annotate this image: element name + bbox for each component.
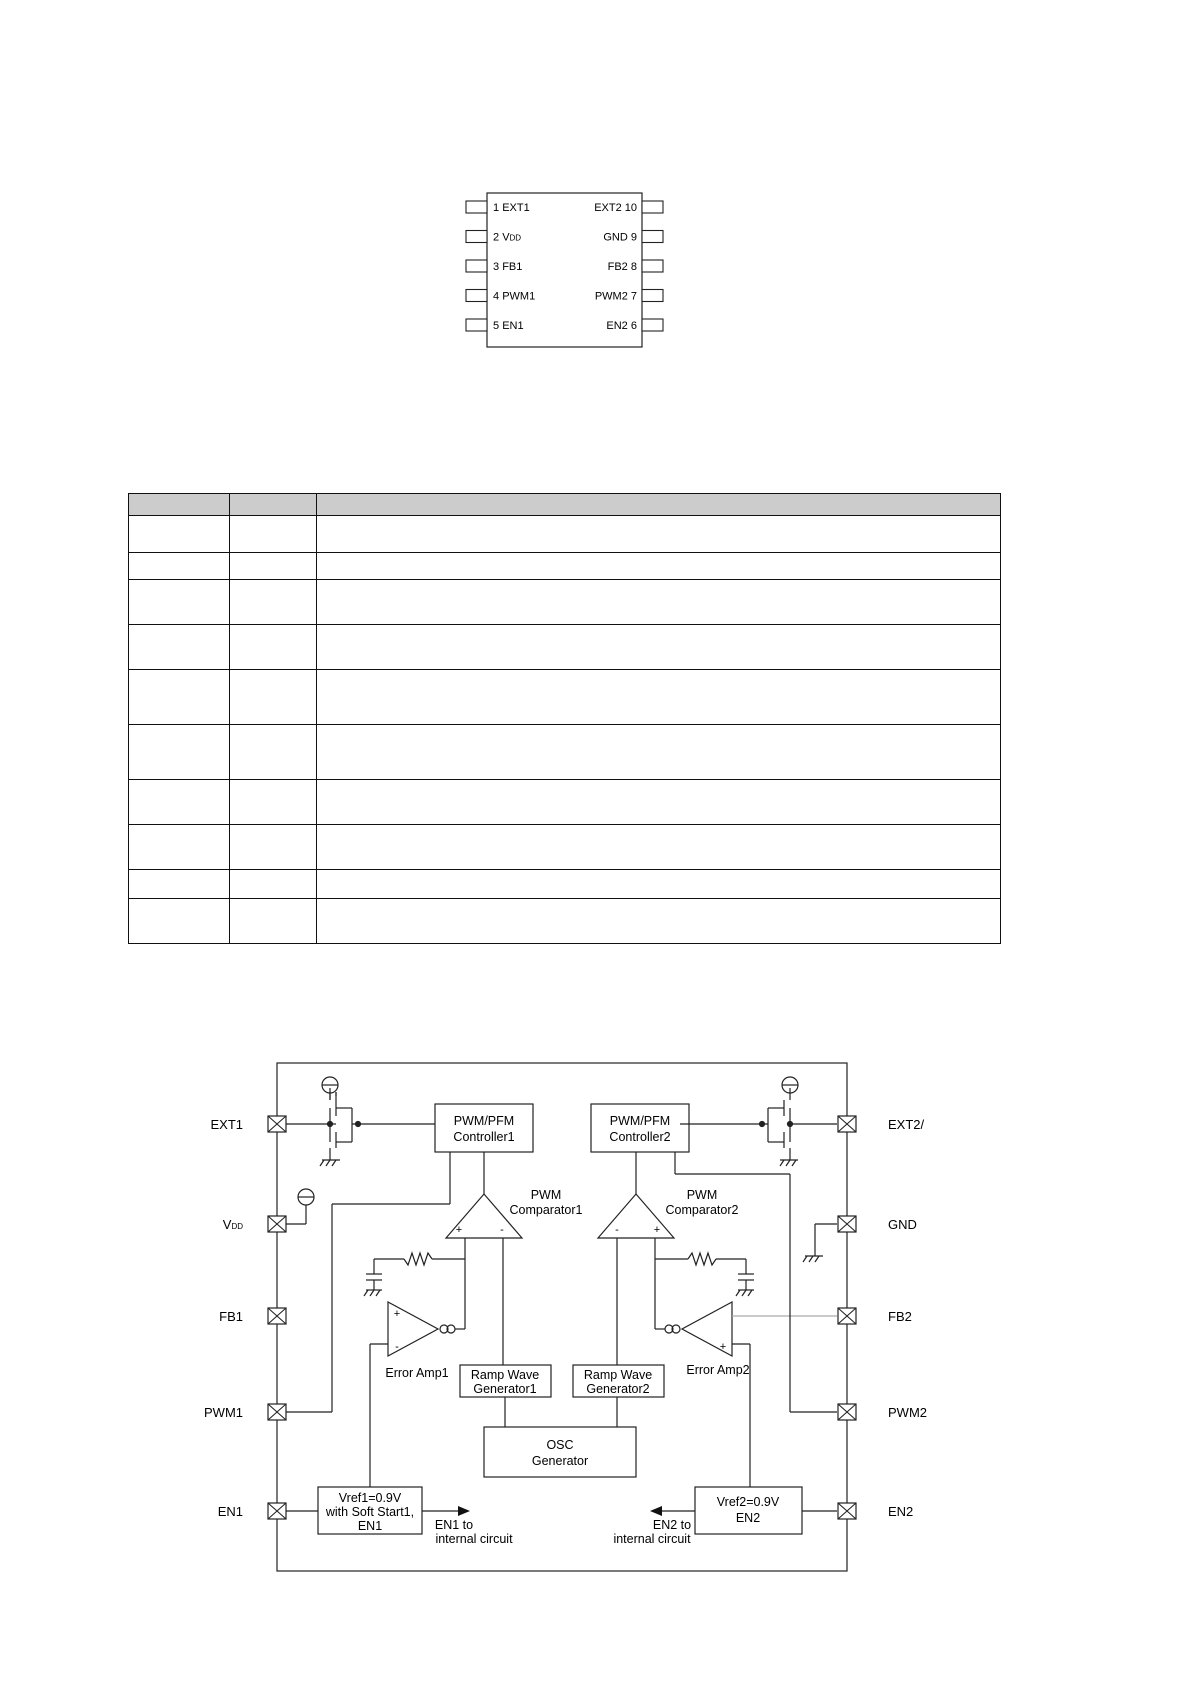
error-amp2-label: Error Amp2 (686, 1363, 750, 1377)
table-row (129, 670, 1001, 725)
cell-pin-no (129, 625, 230, 670)
pin-name: GND (603, 231, 628, 244)
en1-out-label-2: internal circuit (435, 1532, 513, 1546)
pin-number: 1 (493, 202, 503, 214)
table-header-row (129, 494, 1001, 516)
package-pin-label (493, 261, 522, 273)
pin-name: PWM1 (204, 1405, 243, 1420)
bd-pin-label (888, 1504, 913, 1519)
pin-name: EN1 (502, 320, 524, 332)
cell-symbol (230, 780, 317, 825)
package-pin-label (594, 202, 637, 214)
package-pin-7 (642, 290, 663, 302)
package-pin-label (493, 291, 535, 303)
pin-number: 7 (627, 290, 637, 303)
pin-name: EN1 (217, 1504, 243, 1519)
cell-symbol (230, 870, 317, 899)
svg-text:+: + (653, 1224, 661, 1236)
bd-pin-label (888, 1117, 925, 1132)
vref1-label-2: with Soft Start1, (325, 1505, 415, 1519)
cell-symbol (230, 625, 317, 670)
comparator1-label-1: PWM (530, 1188, 562, 1202)
cell-pin-no (129, 553, 230, 580)
cell-description (317, 580, 1001, 625)
package-pin-label (608, 261, 637, 273)
ramp2-label-1: Ramp Wave (583, 1368, 653, 1382)
package-pin-label (493, 202, 530, 214)
table-row (129, 825, 1001, 870)
header-description (317, 494, 1001, 516)
cell-pin-no (129, 516, 230, 553)
bd-pin-label (888, 1405, 927, 1420)
pin-number: 5 (493, 320, 503, 332)
package-pin-1 (466, 201, 487, 213)
vref2-label-1: Vref2=0.9V (716, 1495, 780, 1509)
controller2-box (591, 1104, 689, 1152)
bd-pin-label (219, 1309, 243, 1324)
bd-pin-terminal-right (838, 1503, 856, 1519)
table-row (129, 516, 1001, 553)
pin-name: PWM2 (888, 1405, 927, 1420)
table-row (129, 870, 1001, 899)
controller1-box (435, 1104, 533, 1152)
package-pin-label (595, 291, 637, 303)
package-pin-2 (466, 231, 487, 243)
osc-label-1: OSC (546, 1438, 574, 1452)
pin-name: FB2 (888, 1309, 912, 1324)
pin-name: EXT1 (210, 1117, 243, 1132)
pin-number: 9 (627, 231, 637, 244)
bd-pin-label (888, 1217, 917, 1232)
bd-pin-terminal-left (268, 1116, 286, 1132)
package-pin-label (493, 232, 521, 244)
cell-pin-no (129, 825, 230, 870)
pin-number: 10 (621, 202, 637, 214)
svg-text:+: + (393, 1308, 401, 1320)
package-pin-label (493, 320, 524, 332)
bd-pin-label (218, 1504, 243, 1519)
cell-symbol (230, 899, 317, 944)
cell-description (317, 553, 1001, 580)
cell-description (317, 899, 1001, 944)
table-row (129, 899, 1001, 944)
cell-symbol (230, 553, 317, 580)
bd-pin-terminal-right (838, 1308, 856, 1324)
ramp2-label-2: Generator2 (586, 1382, 650, 1396)
svg-text:+: + (455, 1224, 463, 1236)
controller1-label-1: PWM/PFM (453, 1114, 515, 1128)
table-row (129, 625, 1001, 670)
pin-number: 4 (493, 290, 503, 303)
cell-symbol (230, 725, 317, 780)
comparator2-triangle (598, 1194, 674, 1238)
block-diagram (0, 1040, 1191, 1600)
pin-name-subscript: DD (231, 1222, 243, 1231)
comparator2-label-1: PWM (686, 1188, 718, 1202)
pin-number: 3 (493, 261, 503, 273)
pin-name: FB1 (502, 261, 523, 273)
package-pin-5 (466, 319, 487, 331)
pin-description-table (128, 493, 1001, 944)
ramp1-label-2: Generator1 (473, 1382, 537, 1396)
bd-pin-label (223, 1217, 243, 1232)
driver1-mosfets (285, 1077, 435, 1166)
osc-box (484, 1427, 636, 1477)
package-pin-9 (642, 231, 663, 243)
en1-out-label-1: EN1 to (434, 1518, 474, 1532)
cell-description (317, 725, 1001, 780)
vref1-label-1: Vref1=0.9V (338, 1491, 402, 1505)
header-symbol (230, 494, 317, 516)
comparator2-label-2: Comparator2 (665, 1203, 739, 1217)
bd-pin-terminal-right (838, 1116, 856, 1132)
pin-name: EXT2/ (888, 1117, 925, 1132)
bd-pin-label (888, 1309, 912, 1324)
bd-pin-terminal-left (268, 1216, 286, 1232)
error-amp1-label: Error Amp1 (385, 1366, 449, 1380)
driver2-mosfets (680, 1077, 837, 1166)
package-pin-label (603, 232, 637, 244)
osc-label-2: Generator (531, 1454, 589, 1468)
comparator1-label-2: Comparator1 (509, 1203, 583, 1217)
bd-pin-terminal-right (838, 1216, 856, 1232)
package-pin-10 (642, 201, 663, 213)
package-pin-8 (642, 260, 663, 272)
pin-number: 8 (627, 261, 637, 273)
vref1-label-3: EN1 (357, 1519, 383, 1533)
controller1-label-2: Controller1 (453, 1130, 515, 1144)
cell-pin-no (129, 580, 230, 625)
vref2-label-2: EN2 (735, 1511, 761, 1525)
pin-name: PWM2 (594, 290, 628, 303)
en2-out-label-2: internal circuit (613, 1532, 691, 1546)
cell-pin-no (129, 725, 230, 780)
cell-description (317, 825, 1001, 870)
pin-name: V (502, 231, 510, 244)
cell-symbol (230, 516, 317, 553)
bd-pin-terminal-left (268, 1404, 286, 1420)
table-row (129, 780, 1001, 825)
bd-pin-label (204, 1405, 243, 1420)
cell-pin-no (129, 899, 230, 944)
header-pin-no (129, 494, 230, 516)
package-pinout (0, 0, 1191, 380)
pin-name: EXT2 (594, 202, 622, 214)
cell-symbol (230, 580, 317, 625)
cell-description (317, 780, 1001, 825)
bd-pin-terminal-right (838, 1404, 856, 1420)
cell-description (317, 516, 1001, 553)
bd-pin-terminal-left (268, 1503, 286, 1519)
cell-pin-no (129, 780, 230, 825)
package-pin-4 (466, 290, 487, 302)
cell-description (317, 625, 1001, 670)
cell-symbol (230, 670, 317, 725)
svg-text:-: - (500, 1224, 504, 1236)
bd-pin-label (210, 1117, 243, 1132)
pin-number: 6 (627, 320, 637, 332)
pin-name-subscript: DD (509, 233, 522, 243)
bd-pin-terminal-left (268, 1308, 286, 1324)
pin-name: PWM1 (502, 290, 536, 303)
package-pin-3 (466, 260, 487, 272)
cell-description (317, 870, 1001, 899)
pin-number: 2 (493, 231, 503, 244)
en2-out-label-1: EN2 to (652, 1518, 692, 1532)
cell-pin-no (129, 670, 230, 725)
table-row (129, 553, 1001, 580)
controller2-label-1: PWM/PFM (609, 1114, 671, 1128)
pin-name: EN2 (606, 320, 628, 332)
package-pin-label (606, 320, 637, 332)
pin-name: EN2 (888, 1504, 914, 1519)
table-row (129, 580, 1001, 625)
svg-text:-: - (615, 1224, 619, 1236)
controller2-label-2: Controller2 (609, 1130, 671, 1144)
cell-description (317, 670, 1001, 725)
pin-name: V (222, 1217, 232, 1232)
pin-name: FB1 (219, 1309, 243, 1324)
svg-text:-: - (395, 1341, 399, 1353)
package-pin-6 (642, 319, 663, 331)
svg-text:+: + (719, 1341, 727, 1353)
table-row (129, 725, 1001, 780)
pin-name: EXT1 (502, 202, 530, 214)
cell-symbol (230, 825, 317, 870)
pin-name: GND (888, 1217, 917, 1232)
cell-pin-no (129, 870, 230, 899)
ramp1-label-1: Ramp Wave (470, 1368, 540, 1382)
pin-name: FB2 (607, 261, 628, 273)
